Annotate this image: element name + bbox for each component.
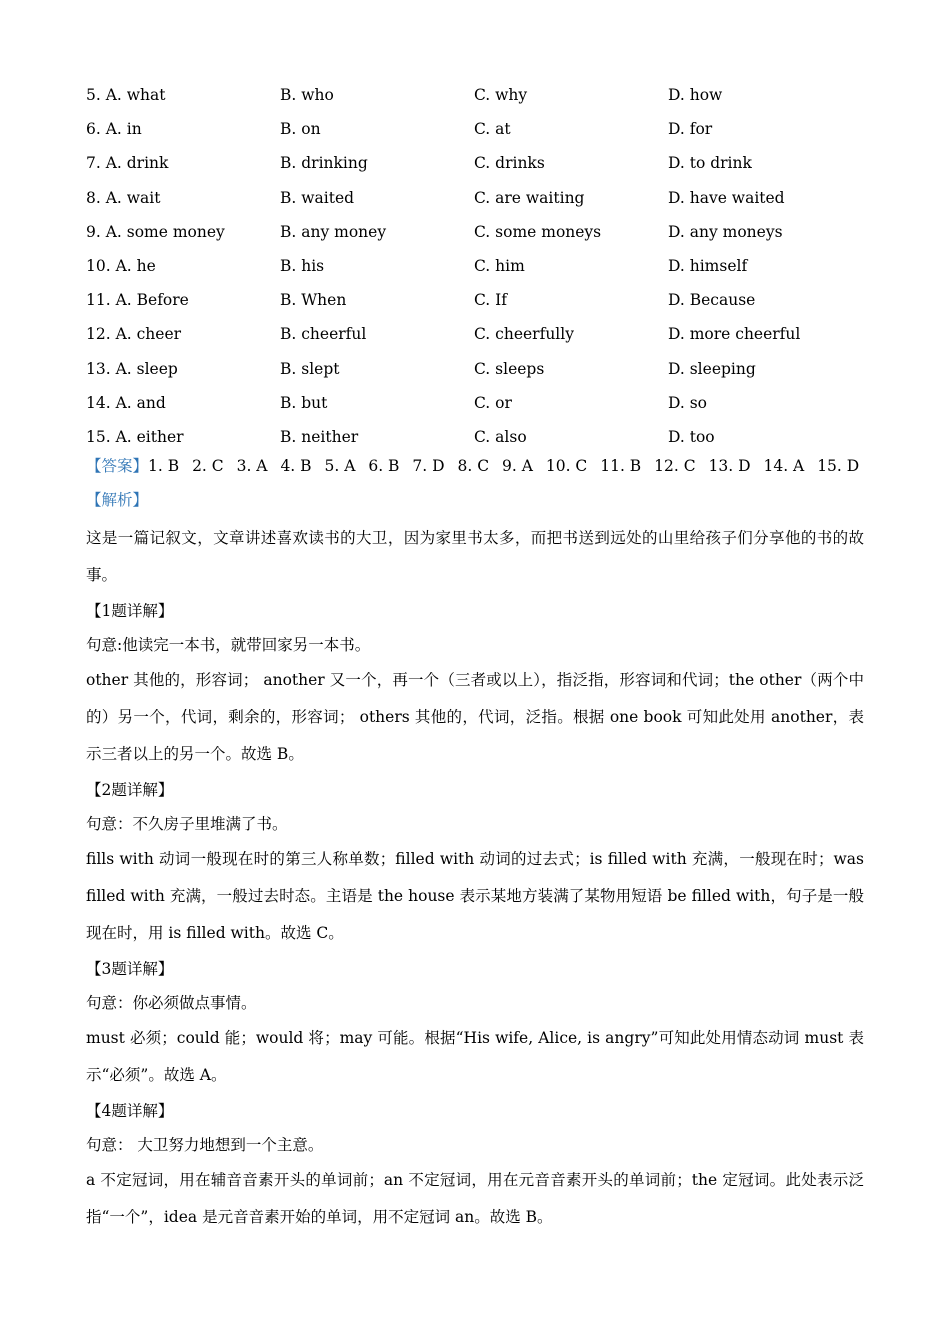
- option-c: C. at: [474, 120, 511, 139]
- option-c: C. some moneys: [474, 222, 602, 241]
- option-d: D. so: [668, 393, 708, 412]
- option-d: D. have waited: [668, 188, 785, 207]
- answer-item: 1. B: [148, 457, 180, 475]
- analysis-body: [86, 520, 864, 1236]
- q2-detail: fills with 动词一般现在时的第三人称单数；filled with 动词的过去式；is filled with 充满，一般现在时；was filled with 充满，一般过去时态。主语是 the house 表示某地方装满了某物用短语 be filled with，句子是一般现在时，用 is filled with。故选 C。: [86, 850, 864, 942]
- option-row: [86, 283, 886, 317]
- option-b: B. drinking: [280, 154, 368, 173]
- option-row: [86, 249, 886, 283]
- answer-item: 5. A: [324, 457, 356, 475]
- option-row: [86, 420, 886, 454]
- answer-item: 15. D: [817, 457, 860, 475]
- option-c: C. why: [474, 86, 528, 105]
- q3-meaning: 句意：你必须做点事情。: [86, 994, 257, 1012]
- analysis-label: 【解析】: [86, 491, 149, 509]
- option-b: B. slept: [280, 359, 340, 378]
- option-b: B. waited: [280, 188, 355, 207]
- option-c: C. cheerfully: [474, 325, 574, 344]
- q4-detail: a 不定冠词，用在辅音音素开头的单词前；an 不定冠词，用在元音音素开头的单词前；the 定冠词。此处表示泛指“一个”，idea 是元音音素开始的单词，用不定冠词 an。故选 B。: [86, 1171, 864, 1226]
- option-a: 5. A. what: [86, 86, 166, 105]
- option-a: 14. A. and: [86, 393, 166, 412]
- answer-item: 3. A: [236, 457, 268, 475]
- option-d: D. sleeping: [668, 359, 756, 378]
- option-a: 7. A. drink: [86, 154, 169, 173]
- answer-item: 14. A: [763, 457, 805, 475]
- option-row: [86, 146, 886, 180]
- option-c: C. drinks: [474, 154, 545, 173]
- options-table: [86, 78, 886, 454]
- option-c: C. him: [474, 257, 525, 276]
- option-a: 15. A. either: [86, 427, 184, 446]
- option-b: B. but: [280, 393, 328, 412]
- option-c: C. or: [474, 393, 512, 412]
- option-d: D. Because: [668, 291, 756, 310]
- q2-heading: 【2题详解】: [86, 781, 174, 799]
- option-a: 10. A. he: [86, 257, 156, 276]
- option-d: D. how: [668, 86, 723, 105]
- option-row: [86, 317, 886, 351]
- option-b: B. When: [280, 291, 347, 310]
- answer-item: 7. D: [412, 457, 445, 475]
- answer-item: 9. A: [502, 457, 533, 475]
- option-b: B. any money: [280, 222, 387, 241]
- answer-key: [86, 454, 876, 478]
- option-a: 6. A. in: [86, 120, 142, 139]
- option-d: D. for: [668, 120, 713, 139]
- option-c: C. also: [474, 427, 527, 446]
- answer-label: 【答案】: [86, 457, 149, 475]
- option-a: 13. A. sleep: [86, 359, 178, 378]
- option-a: 8. A. wait: [86, 188, 161, 207]
- q4-meaning: 句意： 大卫努力地想到一个主意。: [86, 1136, 324, 1154]
- option-b: B. his: [280, 257, 325, 276]
- option-a: 12. A. cheer: [86, 325, 182, 344]
- option-d: D. too: [668, 427, 715, 446]
- option-d: D. to drink: [668, 154, 752, 173]
- answer-item: 6. B: [368, 457, 400, 475]
- answer-item: 4. B: [280, 457, 312, 475]
- option-row: [86, 215, 886, 249]
- option-row: [86, 352, 886, 386]
- option-d: D. any moneys: [668, 222, 783, 241]
- option-d: D. himself: [668, 257, 748, 276]
- option-row: [86, 181, 886, 215]
- option-row: [86, 112, 886, 146]
- q1-heading: 【1题详解】: [86, 602, 174, 620]
- answer-item: 12. C: [654, 457, 696, 475]
- answer-item: 13. D: [708, 457, 751, 475]
- option-row: [86, 78, 886, 112]
- option-a: 9. A. some money: [86, 222, 225, 241]
- option-b: B. on: [280, 120, 321, 139]
- option-c: C. are waiting: [474, 188, 585, 207]
- q3-heading: 【3题详解】: [86, 960, 174, 978]
- answer-item: 2. C: [192, 457, 224, 475]
- summary-paragraph: 这是一篇记叙文，文章讲述喜欢读书的大卫，因为家里书太多，而把书送到远处的山里给孩子们分享他的书的故事。: [86, 529, 864, 584]
- answer-item: 8. C: [457, 457, 490, 475]
- answer-item: 10. C: [545, 457, 588, 475]
- option-row: [86, 386, 886, 420]
- q1-detail: other 其他的，形容词； another 又一个，再一个（三者或以上），指泛指，形容词和代词；the other（两个中的）另一个，代词，剩余的，形容词； others 其他的，代词，泛指。根据 one book 可知此处用 another，表示三者以上的另一个。故选 B。: [86, 671, 864, 763]
- q3-detail: must 必须；could 能；would 将；may 可能。根据“His wife, Alice, is angry”可知此处用情态动词 must 表示“必须”。故选 A。: [86, 1029, 864, 1084]
- option-c: C. sleeps: [474, 359, 545, 378]
- option-a: 11. A. Before: [86, 291, 189, 310]
- q1-meaning: 句意:他读完一本书，就带回家另一本书。: [86, 636, 371, 654]
- q2-meaning: 句意：不久房子里堆满了书。: [86, 815, 288, 833]
- answer-item: 11. B: [600, 457, 642, 475]
- q4-heading: 【4题详解】: [86, 1102, 174, 1120]
- option-b: B. neither: [280, 427, 359, 446]
- option-c: C. If: [474, 291, 508, 310]
- option-d: D. more cheerful: [668, 325, 801, 344]
- option-b: B. cheerful: [280, 325, 367, 344]
- option-b: B. who: [280, 86, 334, 105]
